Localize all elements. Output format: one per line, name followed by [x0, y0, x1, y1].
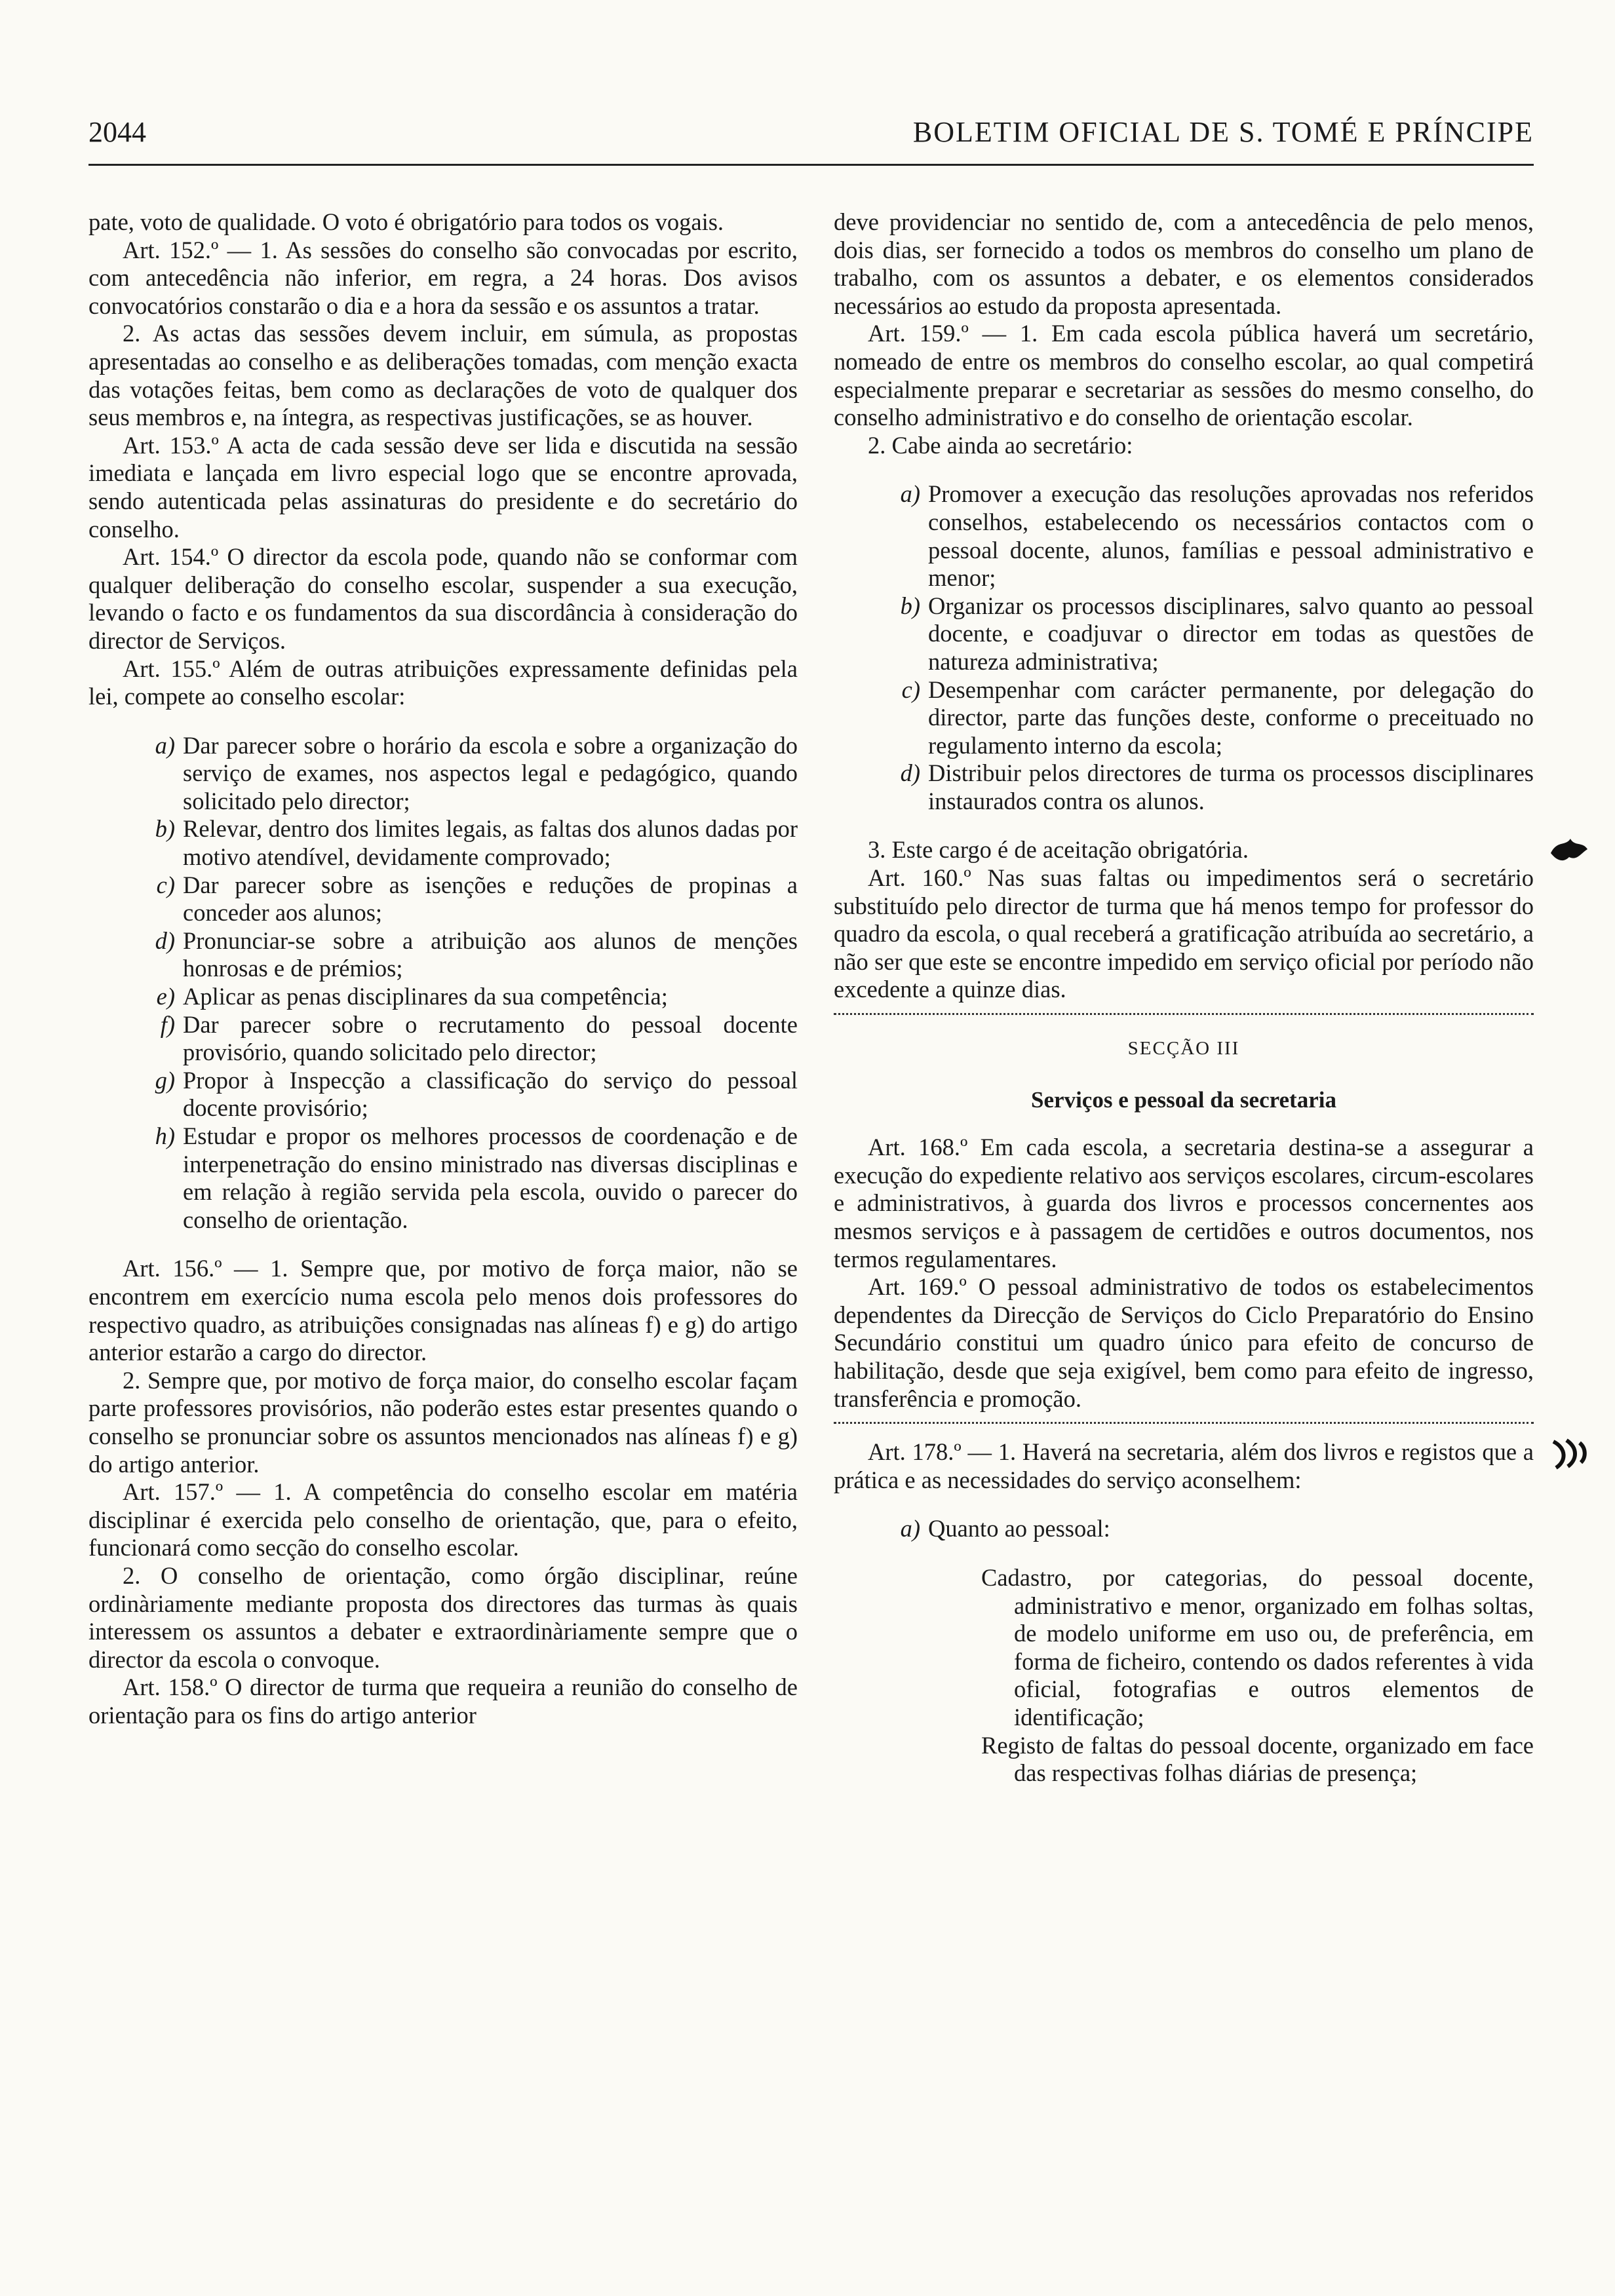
paragraph: 2. Sempre que, por motivo de força maior, do conselho escolar façam parte professores provisórios, não poderão estes estar presentes quando o conselho se pronunciar sobre os assuntos mencionados nas alíneas f) e g) do artigo anterior. — [88, 1366, 798, 1478]
personnel-list — [834, 1515, 1534, 1543]
article-178: Art. 178.º — 1. Haverá na secretaria, além dos livros e registos que a prática e as necessidades do serviço aconselhem: — [834, 1438, 1534, 1493]
list-item — [155, 731, 798, 816]
dotted-separator — [834, 1413, 1534, 1424]
list-item — [155, 815, 798, 871]
spacer — [834, 1494, 1534, 1515]
paragraph: 3. Este cargo é de aceitação obrigatória. — [868, 836, 1249, 864]
margin-mark-icon — [1546, 827, 1591, 873]
list-marker: b) — [900, 592, 920, 619]
list-marker: f) — [160, 1010, 175, 1038]
spacer — [834, 1543, 1534, 1564]
list-item-text: Estudar e propor os melhores processos de coordenação e de interpenetração do ensino ministrado nas diversas disciplinas e em relação à região servida pela escola, ouvido o parecer do conselho de orientação. — [183, 1122, 798, 1233]
list-item-text: Quanto ao pessoal: — [928, 1515, 1110, 1542]
list-marker: d) — [155, 927, 175, 954]
list-item — [900, 480, 1534, 592]
list-item-text: Dar parecer sobre as isenções e reduções de propinas a conceder aos alunos; — [183, 871, 798, 927]
list-item — [156, 983, 798, 1011]
attributions-list — [88, 732, 798, 1234]
article-154: Art. 154.º O director da escola pode, quando não se conformar com qualquer deliberação do conselho escolar, suspender a sua execução, levando o facto e os fundamentos da sua discordância à consideração do director de Serviços. — [88, 543, 798, 654]
paragraph: 2. Cabe ainda ao secretário: — [868, 431, 1133, 459]
article-158: Art. 158.º O director de turma que requeira a reunião do conselho de orientação para os fins do artigo anterior — [88, 1674, 798, 1729]
register-item: Registo de faltas do pessoal docente, organizado em face das respectivas folhas diárias de presença; — [981, 1731, 1534, 1787]
list-marker: a) — [900, 1515, 920, 1542]
secretary-duties-list — [834, 480, 1534, 815]
spacer — [834, 459, 1534, 480]
register-item: Cadastro, por categorias, do pessoal docente, administrativo e menor, organizado em folhas soltas, de modelo uniforme em uso ou, de preferência, em forma de ficheiro, contendo os dados referentes à vida oficial, fotografias e outros elementos de identificação; — [981, 1563, 1534, 1731]
spacer — [88, 711, 798, 732]
section-label: SECÇÃO III — [1127, 1038, 1240, 1060]
list-item — [900, 592, 1534, 676]
paragraph: deve providenciar no sentido de, com a antecedência de pelo menos, dois dias, ser fornecido a todos os membros do conselho um plano de trabalho, com os assuntos a debater, e os elementos considerados necessários ao estudo da proposta apresentada. — [834, 208, 1534, 319]
article-160: Art. 160.º Nas suas faltas ou impedimentos será o secretário substituído pelo director de turma que há menos tempo for professor do quadro da escola, o qual receberá a gratificação atribuída ao secretário, a não ser que este se encontre impedido em serviço oficial por período não excedente a quinze dias. — [834, 864, 1534, 1003]
article-157: Art. 157.º — 1. A competência do conselho escolar em matéria disciplinar é exercida pelo conselho de orientação, que, para o efeito, funcionará como secção do conselho escolar. — [88, 1478, 798, 1561]
list-item — [901, 676, 1534, 760]
article-153: Art. 153.º A acta de cada sessão deve ser lida e discutida na sessão imediata e lançada em livro especial logo que se encontre aprovada, sendo autenticada pelas assinaturas do presidente e do secretário do conselho. — [88, 431, 798, 543]
margin-mark-icon — [1547, 1428, 1593, 1474]
paragraph: 2. O conselho de orientação, como órgão disciplinar, reúne ordinàriamente mediante proposta dos directores das turmas às quais interessem os assuntos a debater e extraordinàriamente sempre que o director da escola o convoque. — [88, 1561, 798, 1673]
list-item-text: Propor à Inspecção a classificação do serviço do pessoal docente provisório; — [183, 1066, 798, 1122]
list-marker: h) — [155, 1122, 175, 1149]
list-item-text: Relevar, dentro dos limites legais, as faltas dos alunos dadas por motivo atendível, devidamente comprovado; — [183, 815, 798, 871]
list-item-text: Dar parecer sobre o horário da escola e sobre a organização do serviço de exames, nos aspectos legal e pedagógico, quando solicitado pelo director; — [183, 731, 798, 814]
list-item — [155, 1066, 798, 1122]
list-marker: a) — [900, 480, 920, 508]
list-item-text: Pronunciar-se sobre a atribuição aos alunos de menções honrosas e de prémios; — [183, 927, 798, 982]
article-159: Art. 159.º — 1. Em cada escola pública haverá um secretário, nomeado de entre os membros do conselho escolar, ao qual competirá especialmente preparar e secretariar as sessões do mesmo conselho, do conselho administrativo e do conselho de orientação escolar. — [834, 320, 1534, 431]
list-marker: g) — [155, 1066, 175, 1094]
article-169: Art. 169.º O pessoal administrativo de todos os estabelecimentos dependentes da Direcção de Serviços do Ciclo Preparatório do Ensino Secundário constitui um quadro único para efeito de concurso de habilitação, desde que seja exigível, bem como para efeito de ingresso, transferência e promoção. — [834, 1273, 1534, 1412]
left-column — [88, 208, 798, 1729]
section-title: Serviços e pessoal da secretaria — [1031, 1086, 1336, 1113]
list-marker: c) — [901, 676, 920, 703]
list-item — [900, 759, 1534, 815]
dotted-separator — [834, 1004, 1534, 1015]
list-item-text: Distribuir pelos directores de turma os processos disciplinares instaurados contra os alunos. — [928, 759, 1534, 814]
list-item — [160, 1010, 798, 1067]
article-168: Art. 168.º Em cada escola, a secretaria destina-se a assegurar a execução do expediente relativo aos serviços escolares, circum-escolares e administrativos, à guarda dos livros e processos concernentes aos mesmos serviços e à passagem de certidões e outros documentos, nos termos regulamentares. — [834, 1134, 1534, 1272]
article-156: Art. 156.º — 1. Sempre que, por motivo de força maior, não se encontrem em exercício numa escola pelo menos dois professores do respectivo quadro, as atribuições consignadas nas alíneas f) e g) do artigo anterior estarão a cargo do director. — [88, 1255, 798, 1366]
paragraph: pate, voto de qualidade. O voto é obrigatório para todos os vogais. — [88, 208, 724, 235]
spacer — [88, 1234, 798, 1255]
list-item-text: Promover a execução das resoluções aprovadas nos referidos conselhos, estabelecendo os necessários contactos com o pessoal docente, alunos, famílias e pessoal administrativo e menor; — [928, 480, 1534, 592]
running-head: BOLETIM OFICIAL DE S. TOMÉ E PRÍNCIPE — [912, 116, 1534, 148]
list-item-text: Dar parecer sobre o recrutamento do pessoal docente provisório, quando solicitado pelo director; — [183, 1010, 798, 1066]
list-marker: a) — [155, 731, 175, 759]
list-marker: b) — [155, 815, 175, 843]
header-rule — [88, 164, 1534, 166]
registers-list — [981, 1564, 1534, 1788]
list-item — [156, 871, 798, 927]
paragraph: 2. As actas das sessões devem incluir, em súmula, as propostas apresentadas ao conselho e as deliberações tomadas, com menção exacta das votações feitas, bem como as declarações de voto de qualquer dos seus membros e, na íntegra, as respectivas justificações, se as houver. — [88, 320, 798, 431]
list-item-text: Organizar os processos disciplinares, salvo quanto ao pessoal docente, e coadjuvar o director em todas as questões de natureza administrativa; — [928, 592, 1534, 675]
page-header — [88, 104, 1534, 163]
page-number: 2044 — [88, 116, 146, 148]
article-152: Art. 152.º — 1. As sessões do conselho são convocadas por escrito, com antecedência não inferior, em regra, a 24 horas. Dos avisos convocatórios constarão o dia e a hora da sessão e os assuntos a tratar. — [88, 236, 798, 319]
list-marker: e) — [156, 983, 175, 1010]
spacer — [834, 815, 1534, 836]
list-item — [155, 927, 798, 983]
article-155: Art. 155.º Além de outras atribuições expressamente definidas pela lei, compete ao conselho escolar: — [88, 655, 798, 710]
list-item — [155, 1122, 798, 1234]
list-marker: c) — [156, 871, 175, 898]
list-item-text: Desempenhar com carácter permanente, por delegação do director, parte das funções deste, conforme o preceituado no regulamento interno da escola; — [928, 676, 1534, 759]
list-item — [900, 1515, 1534, 1543]
list-marker: d) — [900, 759, 920, 787]
right-column — [834, 208, 1534, 1788]
list-item-text: Aplicar as penas disciplinares da sua competência; — [183, 983, 668, 1010]
